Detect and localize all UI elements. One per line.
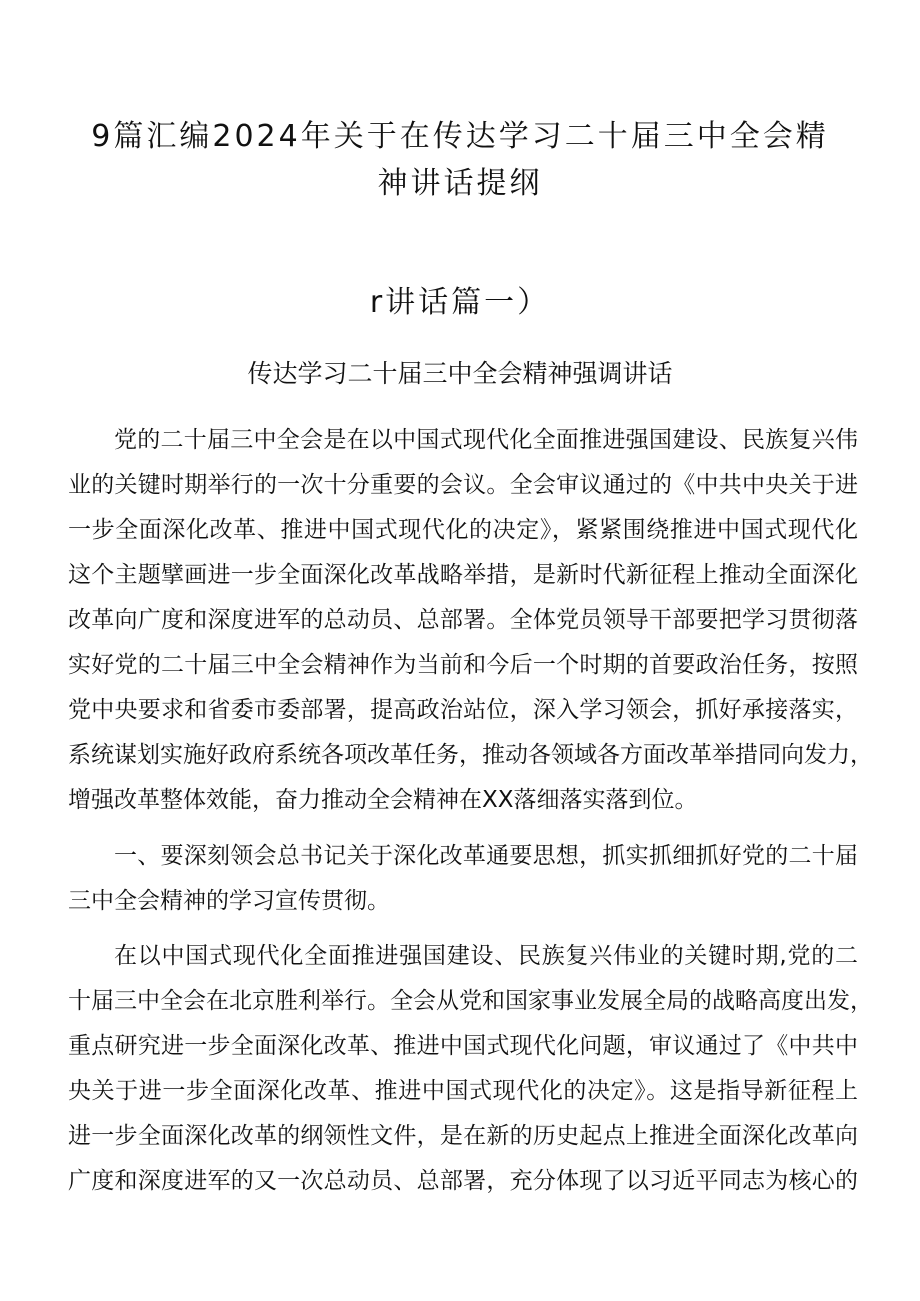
paragraph-line: 一、要深刻领会总书记关于深化改革通要思想，抓实抓细抓好党的二十届	[114, 843, 858, 869]
paragraph-line: 改革向广度和深度进军的总动员、总部署。全体党员领导干部要把学习贯彻落	[68, 607, 858, 633]
document-title-line-1: 9篇汇编2024年关于在传达学习二十届三中全会精	[91, 119, 829, 154]
paragraph-line: 十届三中全会在北京胜利举行。全会从党和国家事业发展全局的战略高度出发，	[68, 988, 873, 1014]
paragraph-line: 一步全面深化改革、推进中国式现代化的决定》，紧紧围绕推进中国式现代化	[68, 517, 858, 543]
paragraph-line: 业的关键时期举行的一次十分重要的会议。全会审议通过的《中共中央关于进	[68, 472, 858, 498]
paragraph-line: 重点研究进一步全面深化改革、推进中国式现代化问题，审议通过了《中共中	[68, 1033, 858, 1059]
paragraph-line: 实好党的二十届三中全会精神作为当前和今后一个时期的首要政治任务，按照	[68, 652, 858, 678]
paragraph-line: 党中央要求和省委市委部署，提高政治站位，深入学习领会，抓好承接落实，	[68, 697, 858, 723]
paragraph-line: 在以中国式现代化全面推进强国建设、民族复兴伟业的关键时期,党的二	[114, 943, 858, 969]
paragraph-line: 增强改革整体效能，奋力推动全会精神在XX落细落实落到位。	[68, 787, 698, 813]
paragraph-line: 广度和深度进军的又一次总动员、总部署，充分体现了以习近平同志为核心的	[68, 1168, 858, 1194]
paragraph-line: 系统谋划实施好政府系统各项改革任务，推动各领域各方面改革举措同向发力，	[68, 742, 873, 768]
paragraph-2	[68, 834, 858, 924]
paragraph-line: 央关于进一步全面深化改革、推进中国式现代化的决定》。这是指导新征程上	[68, 1078, 858, 1104]
document-title-line-2: 神讲话提纲	[377, 166, 543, 201]
paragraph-line: 三中全会精神的学习宣传贯彻。	[68, 888, 390, 914]
section-heading: r讲话篇一）	[369, 285, 551, 320]
paragraph-3	[68, 934, 873, 1204]
paragraph-line: 进一步全面深化改革的纲领性文件，是在新的历史起点上推进全面深化改革向	[68, 1123, 858, 1149]
paragraph-1	[68, 418, 873, 823]
speech-subtitle: 传达学习二十届三中全会精神强调讲话	[247, 359, 673, 388]
paragraph-line: 党的二十届三中全会是在以中国式现代化全面推进强国建设、民族复兴伟	[114, 427, 858, 453]
paragraph-line: 这个主题擘画进一步全面深化改革战略举措，是新时代新征程上推动全面深化	[68, 562, 858, 588]
